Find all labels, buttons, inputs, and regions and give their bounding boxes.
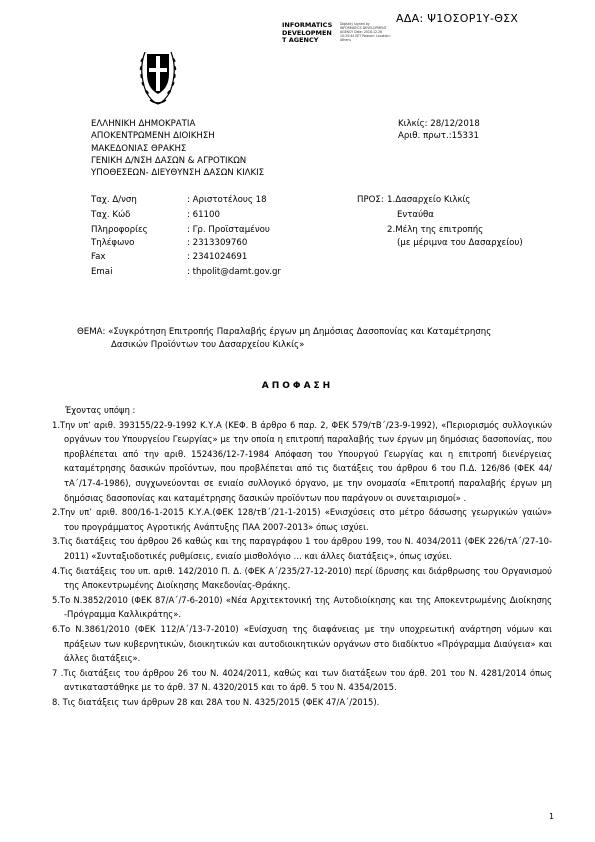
subject-line-2: Δασικών Προϊόντων του Δασαρχείου Κιλκίς» xyxy=(111,340,305,350)
contact-value: : 2313309760 xyxy=(187,238,248,248)
considerations-item: 1.Την υπ’ αριθ. 393155/22-9-1992 Κ.Υ.Α (ΚΕΦ. Β άρθρο 6 παρ. 2, ΦΕΚ 579/τΒ΄/23-9-1992), «Περιορισμός συλλογικών οργάνων του Υπουργείου Γεωργίας» με την οποία η επιτροπή παραλαβής των έργων μη δημόσιας δασοπονίας, που προβλέπεται από την αριθ. 152436/12-7-1984 Απόφαση του Υπουργού Γεωργίας και η επιτροπή διενέργειας καταμέτρησης δασικών προϊόντων, που προβλέπεται από τις διατάξεις του άρθρου 6 του Π.Δ. 126/86 (ΦΕΚ 44/τΑ΄/17-4-1986), συγχωνεύονται σε ενιαίο συλλογικό όργανο, με την ονομασία «Επιτροπή παραλαβής έργων μη δημόσιας δασοπονίας και καταμέτρησης δασικών προϊόντων που παράγουν οι συνεταιρισμοί» . xyxy=(52,419,552,503)
contact-value: : Γρ. Προϊσταμένου xyxy=(187,225,270,235)
recipient-line: 1.Δασαρχείο Κιλκίς xyxy=(387,195,471,205)
subject-label: ΘΕΜΑ: xyxy=(77,327,106,337)
intro-text: Έχοντας υπόψη : xyxy=(65,405,136,415)
protocol-number: Αριθ. πρωτ.:15331 xyxy=(398,131,479,142)
recipient-line: (με μέριμνα του Δασαρχείου) xyxy=(397,238,523,248)
recipient-line: Ενταύθα xyxy=(397,210,434,220)
page-number: 1 xyxy=(549,812,555,821)
subject xyxy=(77,326,491,339)
sender-line: ΑΠΟΚΕΝΤΡΩΜΕΝΗ ΔΙΟΙΚΗΣΗ xyxy=(91,131,215,142)
contact-label: Ταχ. Δ/νση xyxy=(91,195,137,205)
considerations-item: 3.Τις διατάξεις του άρθρου 26 καθώς και της παραγράφου 1 του άρθρου 199, του Ν. 4034/2011 (ΦΕΚ 226/τΑ΄/27-10-2011) «Συνταξιοδοτικές ρυθμίσεις, ενιαίο μισθολόγιο … και άλλες διατάξεις», όπως ισχύει. xyxy=(52,536,552,561)
agency-name-line: DEVELOPMEN xyxy=(282,28,332,37)
contact-label: Fax xyxy=(91,252,106,262)
sender-line: ΜΑΚΕΔΟΝΙΑΣ ΘΡΑΚΗΣ xyxy=(91,143,187,154)
contact-value: : thpolit@damt.gov.gr xyxy=(187,267,281,277)
agency-signature-stamp xyxy=(282,22,392,64)
sender-block xyxy=(91,118,264,179)
contact-label: Πληροφορίες xyxy=(91,225,148,235)
sender-line: ΕΛΛΗΝΙΚΗ ΔΗΜΟΚΡΑΤΙΑ xyxy=(91,119,196,129)
sender-line: ΥΠΟΘΕΣΕΩΝ- ΔΙΕΥΘΥΝΣΗ ΔΑΣΩΝ ΚΙΛΚΙΣ xyxy=(91,168,265,179)
considerations-item: 6.Το Ν.3861/2010 (ΦΕΚ 112/Α΄/13-7-2010) «Ενίσχυση της διαφάνειας με την υποχρεωτική ανάρτηση νόμων και πράξεων των κυβερνητικών, διοικητικών και αυτοδιοικητικών οργάνων στο διαδίκτυο «Πρόγραμμα Διαύγεια» και άλλες διατάξεις». xyxy=(52,623,552,664)
contact-value: : Αριστοτέλους 18 xyxy=(187,195,267,205)
contact-label: Ταχ. Κώδ xyxy=(91,210,131,220)
considerations-item: 4.Τις διατάξεις του υπ. αριθ. 142/2010 Π. Δ. (ΦΕΚ Α΄/235/27-12-2010) περί ίδρυσης και διάρθρωσης του Οργανισμού της Αποκεντρωμένης Διοίκησης Μακεδονίας-Θράκης. xyxy=(52,565,552,591)
agency-name-line: INFORMATICS xyxy=(282,21,333,29)
contact-label: Τηλέφωνο xyxy=(91,238,135,248)
agency-name-line: T AGENCY xyxy=(282,36,319,44)
decision-title: ΑΠΟΦΑΣΗ xyxy=(261,381,334,391)
contact-value: : 61100 xyxy=(187,210,220,220)
recipient-line: 2.Μέλη της επιτροπής xyxy=(387,225,484,235)
contact-value: : 2341024691 xyxy=(187,252,248,262)
signature-details: Digitally signed by INFORMATICS DEVELOPMENT AGENCY Date: 2018.12.28 10:25:44 EET Reason: Location: Athens xyxy=(340,22,391,42)
considerations-item: 7 .Τις διατάξεις του άρθρου 26 του Ν. 4024/2011, καθώς και των διατάξεων του άρθ. 201 του Ν. 4281/2014 όπως αντικαταστάθηκε με το άρθ. 37 Ν. 4320/2015 και το άρθ. 5 του Ν. 4354/2015. xyxy=(52,667,552,693)
ada-code: ΑΔΑ: Ψ1ΟΣΟΡ1Υ-ΘΣΧ xyxy=(396,12,519,25)
sender-line: ΓΕΝΙΚΗ Δ/ΝΣΗ ΔΑΣΩΝ & ΑΓΡΟΤΙΚΩΝ xyxy=(91,155,247,166)
doc-meta xyxy=(398,118,480,143)
considerations-item: 2.Την υπ’ αριθ. 800/16-1-2015 Κ.Υ.Α.(ΦΕΚ 128/τΒ΄/21-1-2015) «Ενισχύσεις στο μέτρο δάσωσης γεωργικών γαιών» του προγράμματος Αγροτικής Ανάπτυξης ΠΑΑ 2007-2013» όπως ισχύει. xyxy=(52,507,552,532)
subject-line-1: «Συγκρότηση Επιτροπής Παραλαβής έργων μη Δημόσιας Δασοπονίας και Καταμέτρησης xyxy=(108,327,492,337)
document-body xyxy=(52,403,552,709)
coat-of-arms-icon xyxy=(136,40,180,110)
recipients-label: ΠΡΟΣ: xyxy=(357,195,384,205)
contact-label: Emai xyxy=(91,267,113,277)
considerations-item: 5.Το Ν.3852/2010 (ΦΕΚ 87/Α΄/7-6-2010) «Νέα Αρχιτεκτονική της Αυτοδιοίκησης και της Αποκεντρωμένης Διοίκησης -Πρόγραμμα Καλλικράτης». xyxy=(52,594,552,620)
considerations-item: 8. Τις διατάξεις των άρθρων 28 και 28Α του Ν. 4325/2015 (ΦΕΚ 47/Α΄/2015). xyxy=(52,696,380,707)
doc-date: Κιλκίς: 28/12/2018 xyxy=(398,119,480,129)
